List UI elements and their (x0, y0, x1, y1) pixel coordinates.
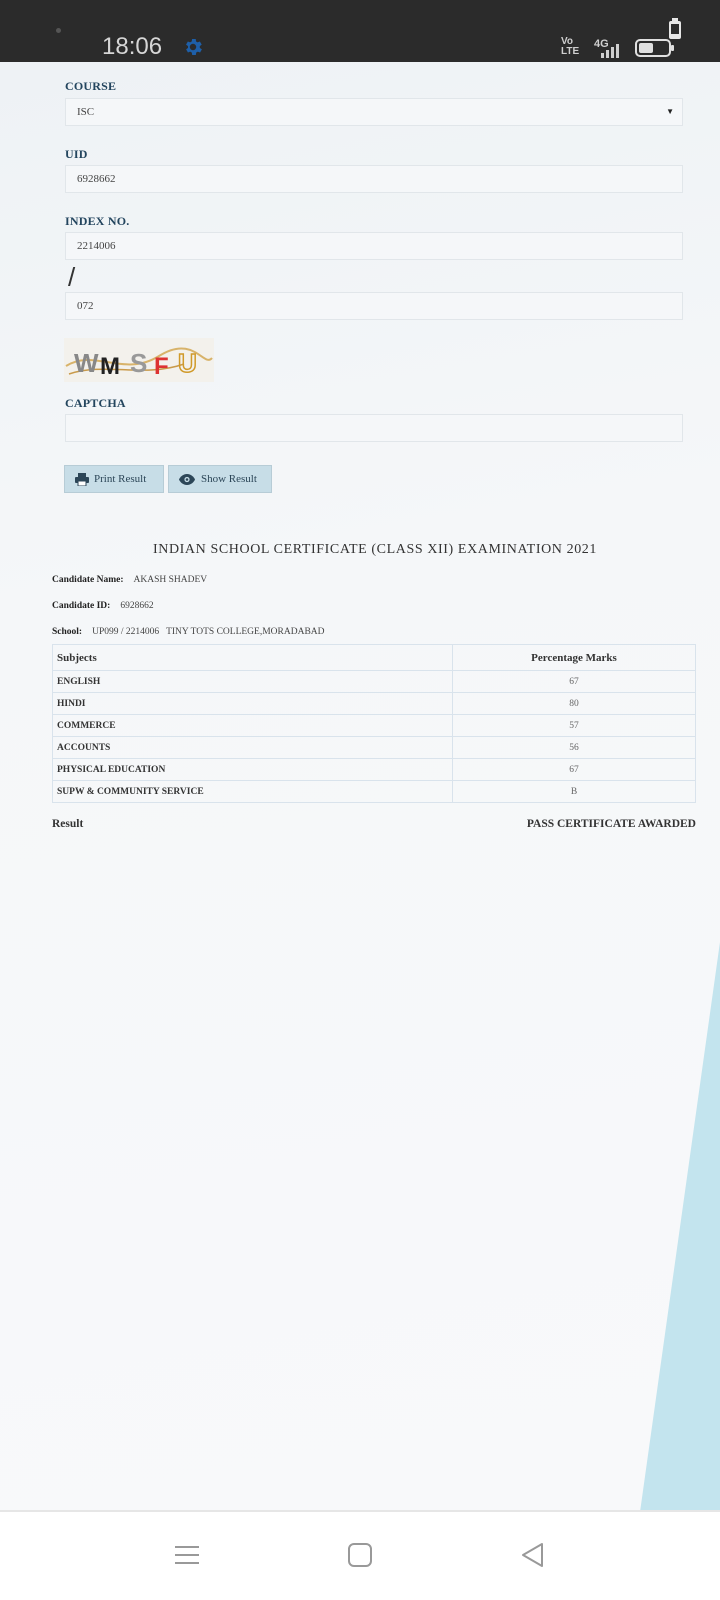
table-header-row (53, 645, 696, 671)
candidate-id-row (52, 601, 154, 611)
subject-cell: PHYSICAL EDUCATION (53, 759, 453, 781)
subject-cell: COMMERCE (53, 715, 453, 737)
school-row (52, 627, 325, 637)
marks-cell: 67 (453, 759, 696, 781)
index-separator: / (68, 262, 76, 292)
show-result-button[interactable] (168, 465, 272, 493)
back-icon[interactable] (518, 1540, 548, 1570)
candidate-name-label: Candidate Name: (52, 575, 124, 585)
status-time: 18:06 (102, 33, 163, 60)
volte-top: Vo (561, 36, 574, 47)
home-icon[interactable] (345, 1540, 375, 1570)
captcha-input[interactable] (65, 414, 683, 442)
eye-icon (179, 474, 195, 485)
show-result-label: Show Result (201, 473, 257, 485)
menu-icon[interactable] (172, 1540, 202, 1570)
school-label: School: (52, 627, 83, 637)
subject-cell: SUPW & COMMUNITY SERVICE (53, 781, 453, 803)
candidate-name: AKASH SHADEV (133, 575, 208, 585)
uid-input[interactable]: 6928662 (65, 165, 683, 193)
signal-icon (600, 44, 620, 58)
printer-icon (75, 473, 89, 486)
volte-indicator (561, 37, 579, 57)
captcha-image (64, 338, 214, 382)
marks-header: Percentage Marks (453, 645, 696, 671)
print-result-button[interactable] (64, 465, 164, 493)
candidate-id-label: Candidate ID: (52, 601, 111, 611)
table-row (53, 759, 696, 781)
result-page (0, 62, 720, 1512)
subject-cell: HINDI (53, 693, 453, 715)
gear-icon (182, 36, 204, 58)
svg-text:F: F (154, 353, 169, 380)
candidate-name-row (52, 575, 207, 585)
network-type: 4G (594, 38, 609, 50)
svg-text:M: M (100, 353, 120, 380)
svg-text:W: W (74, 348, 99, 378)
subjects-header: Subjects (53, 645, 453, 671)
result-value: PASS CERTIFICATE AWARDED (526, 818, 696, 830)
status-bar (0, 0, 720, 62)
exam-title: INDIAN SCHOOL CERTIFICATE (CLASS XII) EXAMINATION 2021 (152, 542, 598, 557)
marks-table (52, 644, 696, 803)
marks-cell: 80 (453, 693, 696, 715)
marks-cell: 67 (453, 671, 696, 693)
chevron-down-icon: ▼ (666, 107, 674, 116)
subject-cell: ACCOUNTS (53, 737, 453, 759)
candidate-id: 6928662 (120, 601, 154, 611)
index-label: INDEX NO. (65, 214, 130, 228)
marks-cell: 57 (453, 715, 696, 737)
subject-cell: ENGLISH (53, 671, 453, 693)
notification-dot (56, 28, 61, 33)
svg-text:U: U (178, 348, 197, 378)
course-selected-value: ISC (77, 106, 95, 118)
volte-bottom: LTE (561, 46, 580, 57)
table-row (53, 693, 696, 715)
marks-cell: 56 (453, 737, 696, 759)
svg-text:S: S (130, 348, 148, 378)
table-row (53, 671, 696, 693)
navigation-bar (0, 1510, 720, 1600)
course-label: COURSE (65, 79, 117, 93)
table-row (53, 715, 696, 737)
captcha-label: CAPTCHA (65, 396, 126, 410)
marks-cell: B (453, 781, 696, 803)
table-row (53, 781, 696, 803)
course-select[interactable] (65, 98, 683, 126)
school-name: UP099 / 2214006 TINY TOTS COLLEGE,MORADABAD (92, 627, 325, 637)
index-input[interactable]: 2214006 (65, 232, 683, 260)
print-result-label: Print Result (94, 473, 147, 485)
result-label: Result (52, 818, 84, 830)
table-row (53, 737, 696, 759)
index-suffix-input[interactable]: 072 (65, 292, 683, 320)
battery-saver-icon (668, 18, 682, 40)
uid-label: UID (65, 147, 88, 161)
battery-icon (635, 38, 675, 58)
